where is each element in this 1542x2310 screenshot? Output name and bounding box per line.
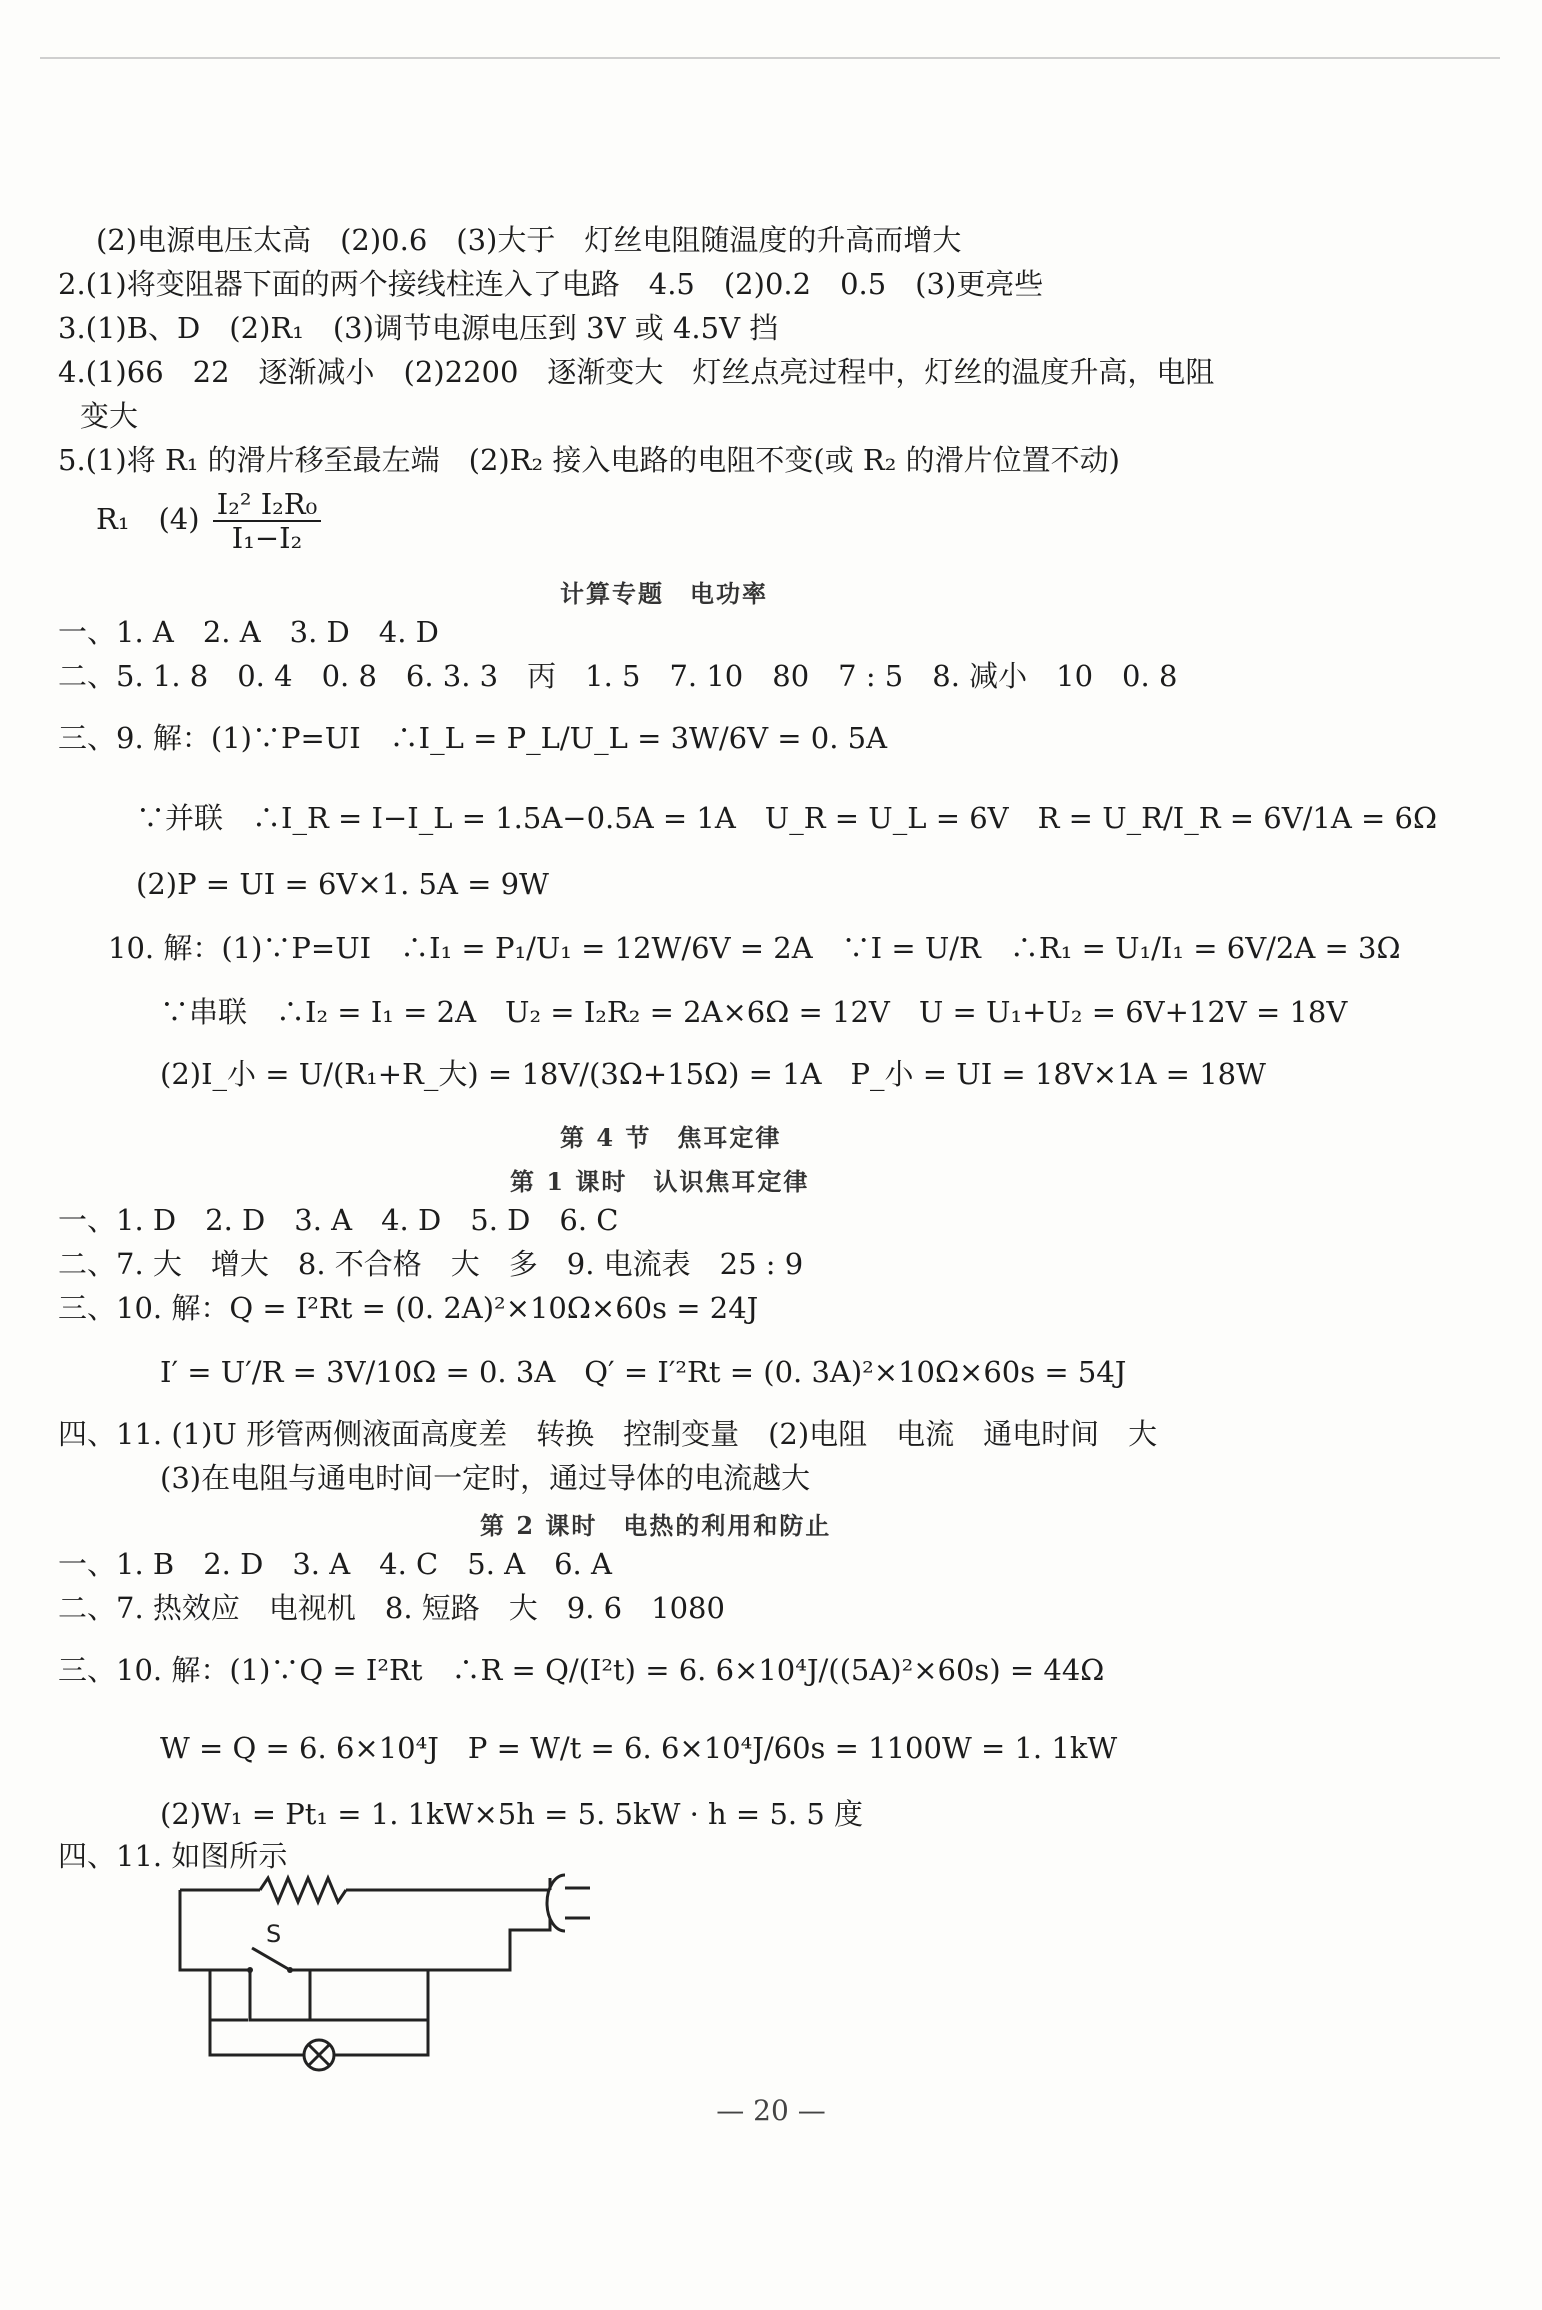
page-number: — 20 —	[716, 2094, 826, 2127]
answer-line: I′ = U′/R = 3V/10Ω = 0. 3A Q′ = I′²Rt = (0. 3A)²×10Ω×60s = 54J	[160, 1355, 1127, 1389]
answer-line: 四、11. 如图所示	[58, 1839, 288, 1873]
wire	[250, 1970, 310, 2020]
section-heading: 计算专题 电功率	[560, 579, 768, 608]
fraction-numerator: I₂² I₂R₀	[213, 488, 321, 522]
switch-contact	[287, 1967, 293, 1973]
answer-line: 二、5. 1. 8 0. 4 0. 8 6. 3. 3 丙 1. 5 7. 10 80 7 : 5 8. 减小 10 0. 8	[58, 659, 1178, 693]
answer-line: ∵串联 ∴I₂ = I₁ = 2A U₂ = I₂R₂ = 2A×6Ω = 12V U = U₁+U₂ = 6V+12V = 18V	[160, 995, 1348, 1029]
wire	[334, 2020, 428, 2055]
switch-label: S	[266, 1920, 282, 1948]
switch-contact	[247, 1967, 253, 1973]
answer-line: (2)电源电压太高 (2)0.6 (3)大于 灯丝电阻随温度的升高而增大	[96, 223, 962, 257]
subsection-heading: 第 1 课时 认识焦耳定律	[510, 1167, 810, 1196]
answer-line: 三、10. 解：Q = I²Rt = (0. 2A)²×10Ω×60s = 24J	[58, 1291, 759, 1325]
fraction-prefix: R₁ (4)	[96, 502, 200, 536]
answer-line: ∵并联 ∴I_R = I−I_L = 1.5A−0.5A = 1A U_R = U_L = 6V R = U_R/I_R = 6V/1A = 6Ω	[136, 801, 1438, 835]
wire	[210, 1970, 248, 2020]
answer-line: (2)P = UI = 6V×1. 5A = 9W	[136, 867, 549, 901]
lamp-cross	[308, 2044, 330, 2066]
answer-line: 3.(1)B、D (2)R₁ (3)调节电源电压到 3V 或 4.5V 挡	[58, 311, 779, 345]
answer-line-fraction	[96, 488, 325, 554]
answer-line: 一、1. D 2. D 3. A 4. D 5. D 6. C	[58, 1203, 619, 1237]
answer-line: 二、7. 热效应 电视机 8. 短路 大 9. 6 1080	[58, 1591, 725, 1625]
answer-line: (2)W₁ = Pt₁ = 1. 1kW×5h = 5. 5kW · h = 5. 5 度	[160, 1797, 863, 1831]
answer-line: 4.(1)66 22 逐渐减小 (2)2200 逐渐变大 灯丝点亮过程中，灯丝的温度升高，电阻	[58, 355, 1215, 389]
answer-line: 5.(1)将 R₁ 的滑片移至最左端 (2)R₂ 接入电路的电阻不变(或 R₂ 的滑片位置不动)	[58, 443, 1120, 477]
switch-blade	[252, 1948, 290, 1970]
wire	[210, 2020, 304, 2055]
plug-prong	[565, 1888, 590, 1918]
answer-line: W = Q = 6. 6×10⁴J P = W/t = 6. 6×10⁴J/60s = 1100W = 1. 1kW	[160, 1731, 1118, 1765]
wire	[310, 1970, 428, 2020]
section-heading: 第 4 节 焦耳定律	[560, 1123, 782, 1152]
answer-line: 变大	[80, 399, 139, 433]
answer-line: 一、1. A 2. A 3. D 4. D	[58, 615, 439, 649]
answer-line: 一、1. B 2. D 3. A 4. C 5. A 6. A	[58, 1547, 612, 1581]
wire	[180, 1890, 250, 1970]
answer-line: (2)I_小 = U/(R₁+R_大) = 18V/(3Ω+15Ω) = 1A P_小 = UI = 18V×1A = 18W	[160, 1057, 1266, 1091]
answer-line: 10. 解：(1)∵P=UI ∴I₁ = P₁/U₁ = 12W/6V = 2A ∵I = U/R ∴R₁ = U₁/I₁ = 6V/2A = 3Ω	[108, 931, 1401, 965]
answer-line: (3)在电阻与通电时间一定时，通过导体的电流越大	[160, 1461, 811, 1495]
circuit-diagram	[170, 1870, 650, 2080]
resistor-symbol	[260, 1878, 346, 1902]
answer-line: 三、9. 解：(1)∵P=UI ∴I_L = P_L/U_L = 3W/6V = 0. 5A	[58, 721, 888, 755]
answer-line: 四、11. (1)U 形管两侧液面高度差 转换 控制变量 (2)电阻 电流 通电时间 大	[58, 1417, 1158, 1451]
fraction-denominator: I₁−I₂	[231, 521, 303, 555]
answer-line: 三、10. 解：(1)∵Q = I²Rt ∴R = Q/(I²t) = 6. 6×10⁴J/((5A)²×60s) = 44Ω	[58, 1653, 1105, 1687]
answer-line: 二、7. 大 增大 8. 不合格 大 多 9. 电流表 25 : 9	[58, 1247, 804, 1281]
subsection-heading: 第 2 课时 电热的利用和防止	[480, 1511, 832, 1540]
fraction	[213, 488, 321, 554]
wire	[290, 1918, 550, 1970]
answer-line: 2.(1)将变阻器下面的两个接线柱连入了电路 4.5 (2)0.2 0.5 (3)更亮些	[58, 267, 1044, 301]
